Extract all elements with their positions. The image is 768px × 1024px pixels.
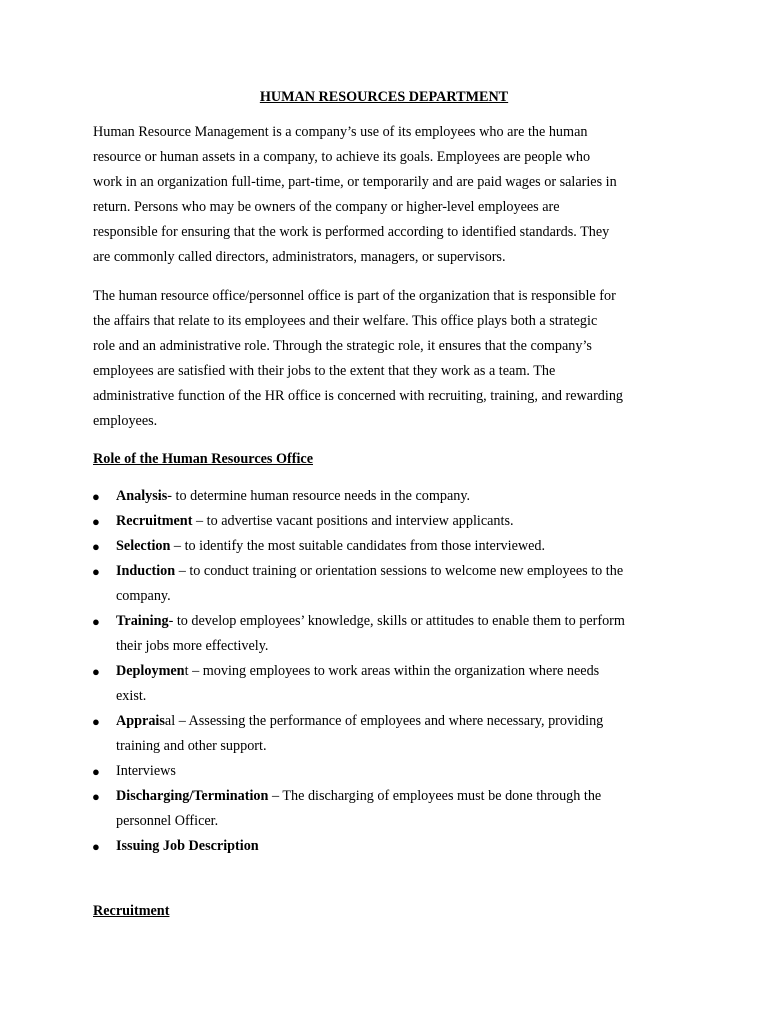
- role-item-text: [116, 784, 696, 834]
- role-description: - to determine human resource needs in the company.: [167, 488, 471, 504]
- bullet-icon: ●: [92, 839, 100, 854]
- role-description-continued: training and other support.: [116, 738, 267, 754]
- bullet-icon: ●: [92, 539, 100, 554]
- role-description: – to identify the most suitable candidates from those interviewed.: [170, 538, 546, 554]
- role-item-line: [116, 834, 696, 859]
- intro-paragraph: [93, 120, 683, 270]
- role-item-line: [116, 559, 696, 584]
- paragraph-line: role and an administrative role. Through the strategic role, it ensures that the company’s: [93, 338, 592, 354]
- office-paragraph: [93, 284, 683, 434]
- role-term: Training: [116, 613, 169, 629]
- role-item-line: [116, 534, 696, 559]
- role-item-line: [116, 709, 696, 734]
- paragraph-line: administrative function of the HR office is concerned with recruiting, training, and rewarding: [93, 388, 624, 404]
- role-item-line: [116, 509, 696, 534]
- role-list-item: [0, 534, 696, 559]
- role-list-item: [0, 484, 696, 509]
- role-term: Induction: [116, 563, 176, 579]
- role-term-tail: t: [184, 663, 189, 679]
- role-list-item: [0, 659, 696, 709]
- role-list-item: [0, 709, 696, 759]
- role-item-line: [116, 659, 696, 684]
- role-list-item: [0, 784, 696, 834]
- role-item-text: [116, 559, 696, 609]
- paragraph-line: responsible for ensuring that the work is performed according to identified standards. They: [93, 224, 610, 240]
- role-item-text: [116, 509, 696, 534]
- role-list-item: [0, 559, 696, 609]
- role-list-item: [0, 759, 696, 784]
- role-term: Deploymen: [116, 663, 185, 679]
- role-item-text: [116, 834, 696, 859]
- role-description-continued: personnel Officer.: [116, 813, 219, 829]
- role-term: Apprais: [116, 713, 165, 729]
- paragraph-line: return. Persons who may be owners of the company or higher-level employees are: [93, 199, 560, 215]
- bullet-icon: ●: [92, 789, 100, 804]
- paragraph-line: work in an organization full-time, part-time, or temporarily and are paid wages or salaries in: [93, 174, 617, 190]
- role-item-text: [116, 659, 696, 709]
- role-term: Analysis: [116, 488, 168, 504]
- role-item-text: [116, 484, 696, 509]
- role-description: – to advertise vacant positions and interview applicants.: [192, 513, 514, 529]
- paragraph-line: employees.: [93, 413, 158, 429]
- role-description: - to develop employees’ knowledge, skills or attitudes to enable them to perform: [168, 613, 625, 629]
- paragraph-line: resource or human assets in a company, to achieve its goals. Employees are people who: [93, 149, 591, 165]
- role-item-text: [116, 759, 696, 784]
- bullet-icon: ●: [92, 664, 100, 679]
- role-description: – moving employees to work areas within the organization where needs: [188, 663, 600, 679]
- bullet-icon: ●: [92, 614, 100, 629]
- paragraph-line: The human resource office/personnel office is part of the organization that is responsible for: [93, 288, 616, 304]
- paragraph-line: Human Resource Management is a company’s use of its employees who are the human: [93, 124, 588, 140]
- bullet-icon: ●: [92, 764, 100, 779]
- role-item-line: [116, 484, 696, 509]
- role-term: Recruitment: [116, 513, 193, 529]
- role-description: Interviews: [116, 763, 176, 779]
- bullet-icon: ●: [92, 564, 100, 579]
- role-description: – Assessing the performance of employees and where necessary, providing: [175, 713, 604, 729]
- role-item-text: [116, 609, 696, 659]
- bullet-icon: ●: [92, 714, 100, 729]
- recruitment-section-heading: Recruitment: [93, 903, 170, 919]
- paragraph-line: the affairs that relate to its employees and their welfare. This office plays both a strategic: [93, 313, 598, 329]
- role-item-line: [116, 609, 696, 634]
- role-term: Selection: [116, 538, 171, 554]
- paragraph-line: employees are satisfied with their jobs to the extent that they work as a team. The: [93, 363, 556, 379]
- role-list: [0, 484, 768, 859]
- role-item-line: [116, 759, 696, 784]
- role-description: – to conduct training or orientation sessions to welcome new employees to the: [175, 563, 624, 579]
- role-section-heading: Role of the Human Resources Office: [93, 451, 313, 467]
- role-list-item: [0, 609, 696, 659]
- role-item-line: [116, 784, 696, 809]
- role-description: – The discharging of employees must be done through the: [268, 788, 602, 804]
- role-term: Discharging/Termination: [116, 788, 269, 804]
- role-description-continued: exist.: [116, 688, 147, 704]
- bullet-icon: ●: [92, 489, 100, 504]
- document-title: HUMAN RESOURCES DEPARTMENT: [259, 89, 509, 105]
- role-description-continued: company.: [116, 588, 171, 604]
- role-description-continued: their jobs more effectively.: [116, 638, 269, 654]
- role-term-tail: al: [164, 713, 176, 729]
- bullet-icon: ●: [92, 514, 100, 529]
- paragraph-line: are commonly called directors, administrators, managers, or supervisors.: [93, 249, 506, 265]
- role-item-text: [116, 709, 696, 759]
- role-list-item: [0, 509, 696, 534]
- role-term: Issuing Job Description: [116, 838, 259, 854]
- role-item-text: [116, 534, 696, 559]
- role-list-item: [0, 834, 696, 859]
